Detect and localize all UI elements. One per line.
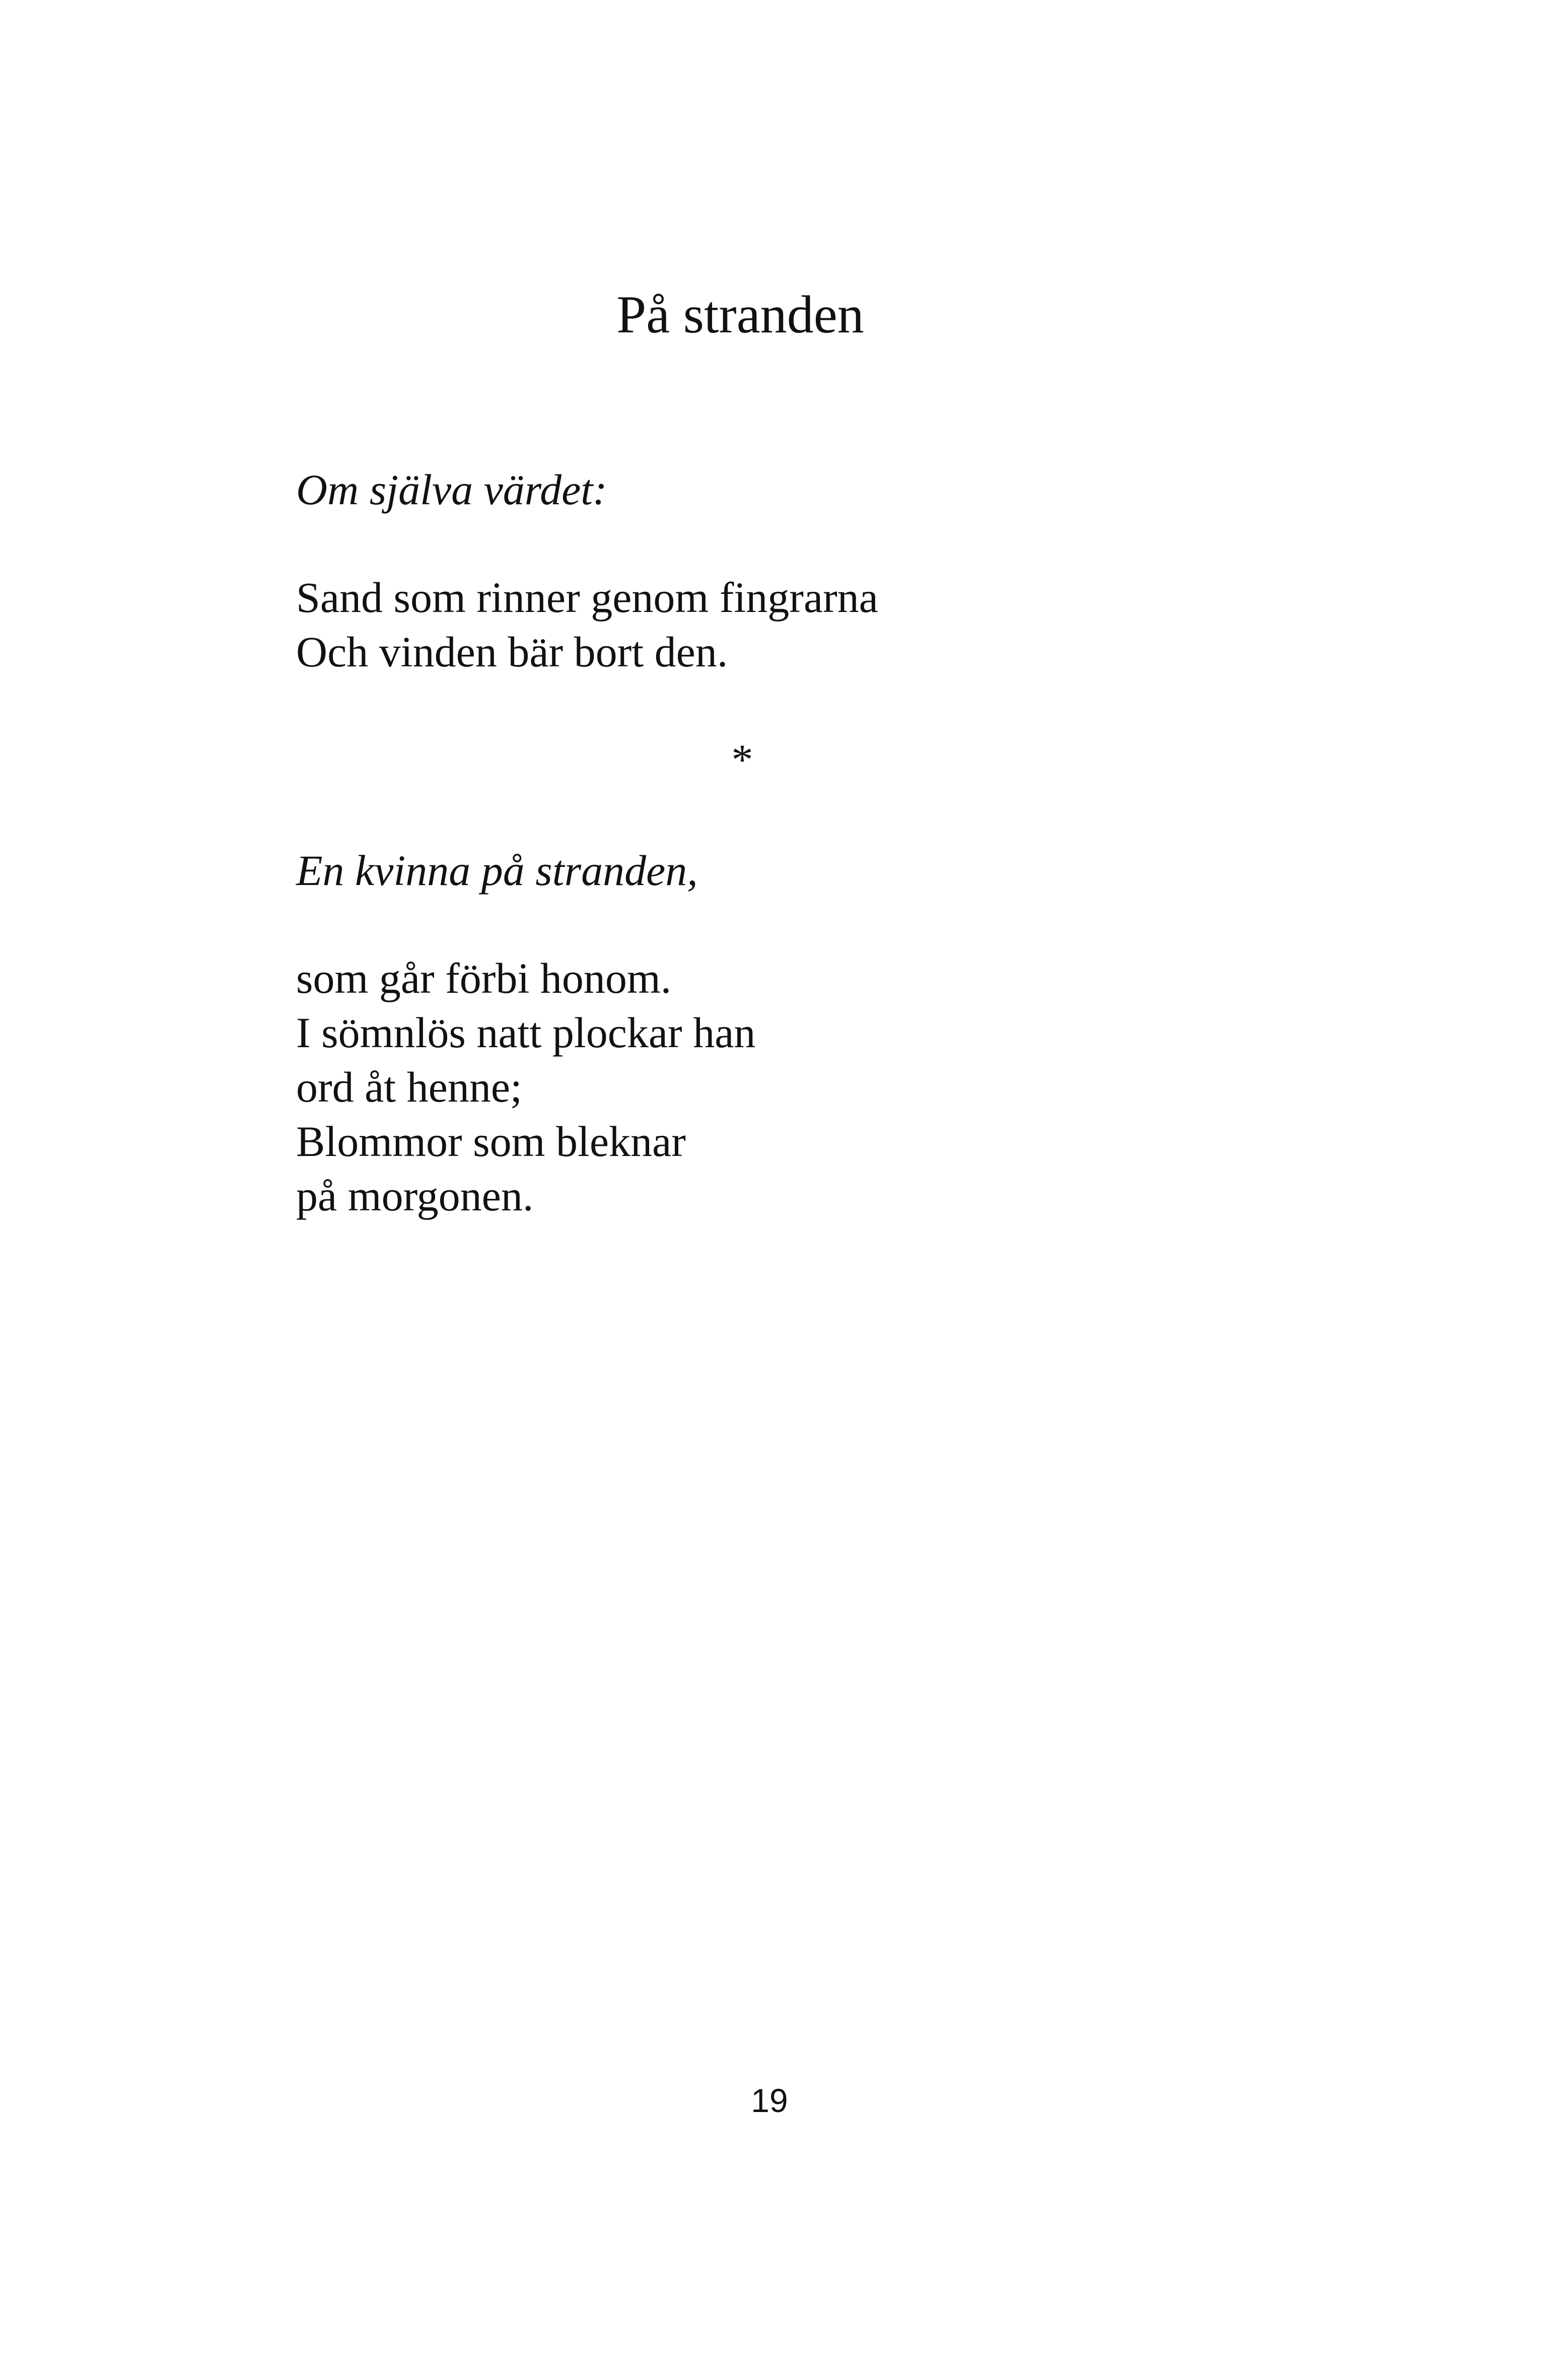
section-separator: * <box>731 735 753 784</box>
stanza1-line-1: Sand som rinner genom fingrarna <box>296 573 878 622</box>
stanza2-line-5: på morgonen. <box>296 1172 534 1220</box>
poem-title: På stranden <box>616 285 864 344</box>
stanza2-line-3: ord åt henne; <box>296 1063 522 1111</box>
stanza2-intro: En kvinna på stranden, <box>296 846 698 895</box>
stanza2-line-2: I sömnlös natt plockar han <box>296 1008 756 1057</box>
stanza1-intro: Om själva värdet: <box>296 465 607 514</box>
page-number: 19 <box>751 2082 788 2119</box>
stanza2-line-1: som går förbi honom. <box>296 954 672 1002</box>
stanza1-line-2: Och vinden bär bort den. <box>296 628 728 676</box>
stanza2-line-4: Blommor som bleknar <box>296 1117 686 1166</box>
